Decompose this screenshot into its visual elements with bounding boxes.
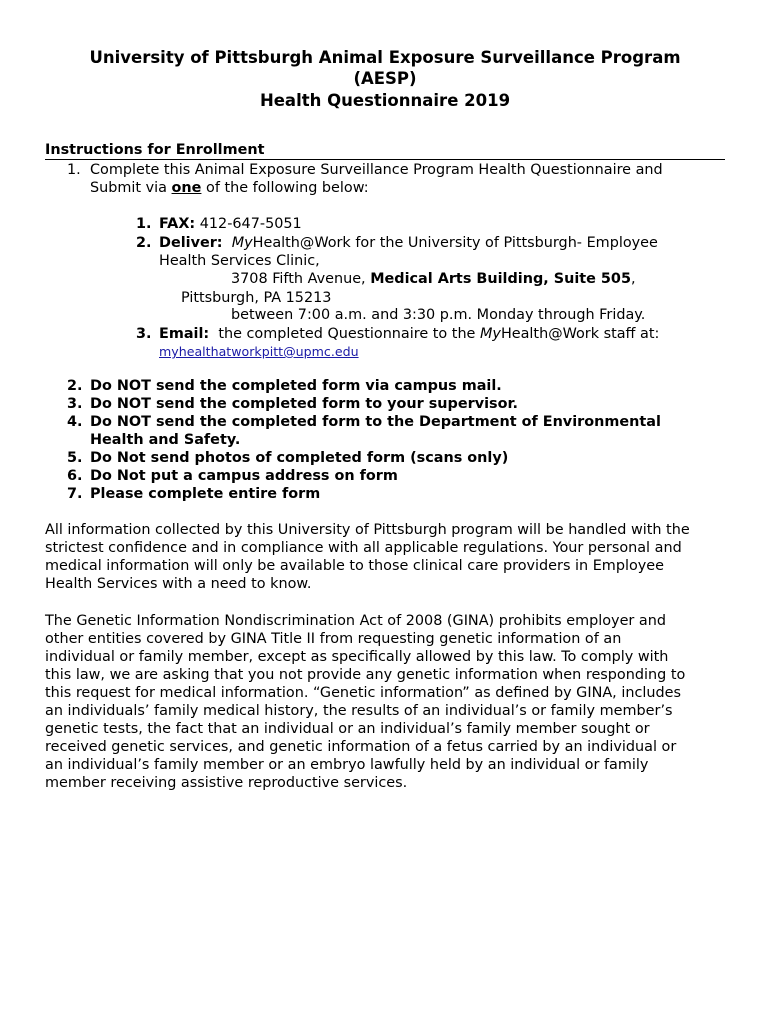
confidentiality-line: medical information will only be available to those clinical care providers in Employee	[45, 558, 664, 574]
gina-line: individual or family member, except as specifically allowed by this law. To comply with	[45, 649, 669, 665]
email-text-pre: the completed Questionnaire to the	[218, 326, 480, 342]
email-text-post: Health@Work staff at:	[500, 326, 660, 342]
rule-3-text: Do NOT send the completed form to your supervisor.	[90, 396, 518, 412]
gina-line: an individuals’ family medical history, the results of an individual’s or family member’s	[45, 703, 673, 719]
item-1-line-2-pre: Submit via	[90, 180, 172, 196]
instructions-heading: Instructions for Enrollment	[45, 142, 725, 160]
rule-2-number: 2.	[67, 378, 83, 394]
gina-paragraph	[45, 612, 735, 792]
method-deliver-line-2: Health Services Clinic,	[159, 253, 320, 269]
rule-3-number: 3.	[67, 396, 83, 412]
deliver-line-3-post: ,	[630, 271, 636, 287]
email-my: My	[480, 326, 501, 342]
gina-line: genetic tests, the fact that an individual or an individual’s family member sought or	[45, 721, 650, 737]
gina-line: an individual’s family member or an embryo lawfully held by an individual or family	[45, 757, 649, 773]
method-email-line-1	[159, 325, 659, 343]
rule-4-number: 4.	[67, 414, 83, 430]
email-label: Email:	[159, 326, 210, 342]
rule-4-text: Do NOT send the completed form to the Department of Environmental	[90, 414, 661, 430]
method-deliver-line-4: Pittsburgh, PA 15213	[181, 290, 332, 306]
gina-line: other entities covered by GINA Title II from requesting genetic information of an	[45, 631, 622, 647]
method-deliver-hours: between 7:00 a.m. and 3:30 p.m. Monday through Friday.	[231, 307, 646, 323]
method-email-number: 3.	[136, 326, 152, 342]
confidentiality-line: Health Services with a need to know.	[45, 576, 312, 592]
method-deliver-number: 2.	[136, 235, 152, 251]
gina-line: The Genetic Information Nondiscrimination Act of 2008 (GINA) prohibits employer and	[45, 613, 666, 629]
rule-6-text: Do Not put a campus address on form	[90, 468, 398, 484]
deliver-my: My	[231, 235, 253, 251]
item-1-emphasis: one	[171, 180, 202, 196]
confidentiality-line: strictest confidence and in compliance with all applicable regulations. Your personal and	[45, 540, 682, 556]
fax-label: FAX:	[159, 216, 196, 232]
method-deliver-line-1	[159, 234, 658, 252]
deliver-label: Deliver:	[159, 235, 223, 251]
document-title-line-3: Health Questionnaire 2019	[259, 91, 511, 110]
rule-2-text: Do NOT send the completed form via campus mail.	[90, 378, 502, 394]
gina-line: this law, we are asking that you not provide any genetic information when responding to	[45, 667, 686, 683]
rule-6-number: 6.	[67, 468, 83, 484]
email-address-link[interactable]: myhealthatworkpitt@upmc.edu	[159, 344, 359, 359]
document-title-line-2: (AESP)	[353, 69, 417, 88]
deliver-building: Medical Arts Building, Suite 505	[370, 271, 631, 287]
deliver-line-1-rest: Health@Work for the University of Pittsburgh- Employee	[252, 235, 658, 251]
item-1-line-1: Complete this Animal Exposure Surveillance Program Health Questionnaire and	[90, 162, 663, 178]
method-fax-number: 1.	[136, 216, 152, 232]
rule-7-text: Please complete entire form	[90, 486, 321, 502]
gina-line: received genetic services, and genetic information of a fetus carried by an individual or	[45, 739, 677, 755]
rule-4-text-cont: Health and Safety.	[90, 432, 241, 448]
item-1-line-2	[90, 179, 369, 197]
item-1-number: 1.	[67, 162, 81, 178]
gina-line: member receiving assistive reproductive services.	[45, 775, 408, 791]
confidentiality-paragraph	[45, 521, 735, 593]
deliver-street: 3708 Fifth Avenue,	[231, 271, 371, 287]
rule-5-text: Do Not send photos of completed form (scans only)	[90, 450, 509, 466]
document-title-line-1: University of Pittsburgh Animal Exposure Surveillance Program	[89, 48, 681, 67]
method-deliver-line-3	[231, 270, 636, 288]
item-1-line-2-post: of the following below:	[201, 180, 369, 196]
confidentiality-line: All information collected by this University of Pittsburgh program will be handled with the	[45, 522, 690, 538]
method-fax	[159, 215, 302, 233]
rule-7-number: 7.	[67, 486, 83, 502]
gina-line: this request for medical information. “Genetic information” as defined by GINA, includes	[45, 685, 681, 701]
fax-value: 412-647-5051	[195, 216, 302, 232]
rule-5-number: 5.	[67, 450, 83, 466]
